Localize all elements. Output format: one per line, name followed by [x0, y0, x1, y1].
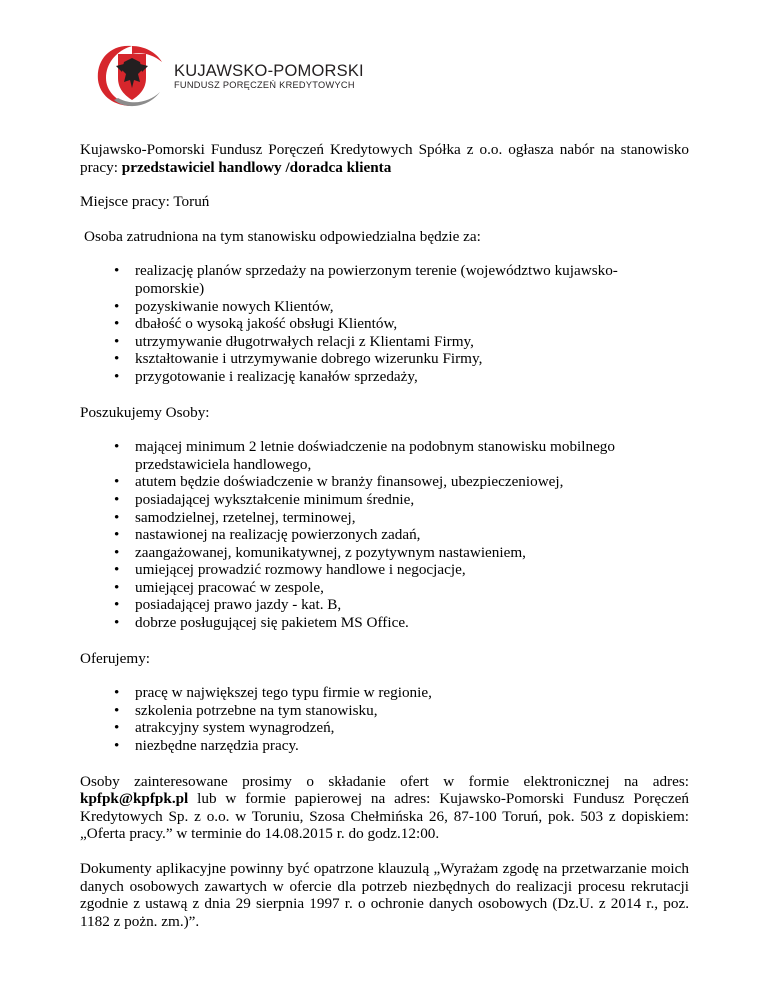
list-item	[80, 368, 689, 386]
list-item-text: samodzielnej, rzetelnej, terminowej,	[135, 508, 356, 526]
bullet-icon: •	[114, 490, 120, 508]
bullet-icon: •	[114, 737, 120, 755]
list-item	[80, 561, 689, 579]
list-item	[80, 298, 689, 316]
bullet-icon: •	[114, 508, 120, 526]
list-item	[80, 702, 689, 720]
announcement-body	[80, 141, 689, 930]
list-item	[80, 438, 689, 473]
list-item	[80, 491, 689, 509]
bullet-icon: •	[114, 367, 120, 385]
offer-list	[80, 684, 689, 754]
responsibilities-heading: Osoba zatrudniona na tym stanowisku odpowiedzialna będzie za:	[84, 227, 481, 245]
list-item	[80, 544, 689, 562]
list-item	[80, 509, 689, 527]
list-item	[80, 614, 689, 632]
list-item	[80, 333, 689, 351]
application-email: kpfpk@kpfpk.pl	[80, 790, 189, 808]
list-item-text: posiadającej prawo jazdy - kat. B,	[135, 596, 342, 614]
logo-title: KUJAWSKO-POMORSKI	[174, 62, 364, 80]
list-item	[80, 719, 689, 737]
list-item	[80, 596, 689, 614]
list-item-text: kształtowanie i utrzymywanie dobrego wizerunku Firmy,	[135, 350, 483, 368]
list-item	[80, 350, 689, 368]
bullet-icon: •	[114, 578, 120, 596]
logo-subtitle: FUNDUSZ PORĘCZEŃ KREDYTOWYCH	[174, 80, 355, 90]
company-logo	[92, 40, 372, 110]
eagle-emblem-icon	[92, 40, 172, 110]
list-item-text: szkolenia potrzebne na tym stanowisku,	[135, 701, 378, 719]
list-item-text: pozyskiwanie nowych Klientów,	[135, 297, 334, 315]
intro-paragraph	[80, 141, 689, 176]
application-paragraph	[80, 773, 689, 843]
list-item-text: umiejącej pracować w zespole,	[135, 578, 324, 596]
bullet-icon: •	[114, 262, 120, 280]
bullet-icon: •	[114, 596, 120, 614]
requirements-heading: Poszukujemy Osoby:	[80, 403, 210, 421]
list-item-text: niezbędne narzędzia pracy.	[135, 737, 299, 755]
bullet-icon: •	[114, 684, 120, 702]
bullet-icon: •	[114, 561, 120, 579]
list-item-text: nastawionej na realizację powierzonych zadań,	[135, 526, 421, 544]
list-item-text: posiadającej wykształcenie minimum średnie,	[135, 490, 415, 508]
bullet-icon: •	[114, 350, 120, 368]
list-item	[80, 684, 689, 702]
list-item	[80, 526, 689, 544]
bullet-icon: •	[114, 473, 120, 491]
list-item-text: atrakcyjny system wynagrodzeń,	[135, 719, 335, 737]
list-item-text: pracę w największej tego typu firmie w regionie,	[135, 684, 432, 702]
list-item-text: utrzymywanie długotrwałych relacji z Klientami Firmy,	[135, 332, 474, 350]
list-item-text: zaangażowanej, komunikatywnej, z pozytywnym nastawieniem,	[135, 543, 526, 561]
bullet-icon: •	[114, 543, 120, 561]
list-item	[80, 262, 689, 297]
application-text-after: lub w formie papierowej na adres: Kujawsko-Pomorski Fundusz Poręczeń Kredytowych Sp. z o.o. w Toruniu, Szosa Chełmińska 26, 87-100 Toruń, pok. 503 z dopiskiem: „Oferta pracy.” w terminie do 14.08.2015 r. do godz.12:00.	[80, 790, 689, 843]
list-item-text: dobrze posługującej się pakietem MS Office.	[135, 614, 409, 632]
offer-heading: Oferujemy:	[80, 649, 151, 667]
list-item	[80, 315, 689, 333]
bullet-icon: •	[114, 297, 120, 315]
bullet-icon: •	[114, 614, 120, 632]
bullet-icon: •	[114, 701, 120, 719]
list-item	[80, 473, 689, 491]
bullet-icon: •	[114, 526, 120, 544]
list-item-text: dbałość o wysoką jakość obsługi Klientów,	[135, 315, 398, 333]
list-item-text: mającej minimum 2 letnie doświadczenie na podobnym stanowisku mobilnego przedstawiciela handlowego,	[135, 438, 615, 473]
list-item-text: przygotowanie i realizację kanałów sprzedaży,	[135, 367, 418, 385]
job-position: przedstawiciel handlowy /doradca klienta	[121, 158, 392, 176]
consent-paragraph: Dokumenty aplikacyjne powinny być opatrzone klauzulą „Wyrażam zgodę na przetwarzanie moich danych osobowych zawartych w ofercie dla potrzeb niezbędnych do realizacji procesu rekrutacji zgodnie z ustawą z dnia 29 sierpnia 1997 r. o ochronie danych osobowych (Dz.U. z 2014 r., poz. 1182 z pożn. zm.)”.	[80, 860, 689, 930]
bullet-icon: •	[114, 315, 120, 333]
list-item-text: realizację planów sprzedaży na powierzonym terenie (województwo kujawsko-pomorskie)	[135, 262, 618, 297]
application-text-before: Osoby zainteresowane prosimy o składanie ofert w formie elektronicznej na adres:	[80, 772, 689, 790]
list-item	[80, 737, 689, 755]
list-item-text: atutem będzie doświadczenie w branży finansowej, ubezpieczeniowej,	[135, 473, 564, 491]
intro-text: Kujawsko-Pomorski Fundusz Poręczeń Kredytowych Spółka z o.o. ogłasza nabór na stanowisko pracy:	[80, 141, 689, 176]
logo-wordmark	[174, 62, 364, 91]
requirements-list	[80, 438, 689, 632]
list-item	[80, 579, 689, 597]
bullet-icon: •	[114, 438, 120, 456]
bullet-icon: •	[114, 719, 120, 737]
list-item-text: umiejącej prowadzić rozmowy handlowe i negocjacje,	[135, 561, 466, 579]
work-location: Miejsce pracy: Toruń	[80, 193, 210, 211]
responsibilities-list	[80, 262, 689, 385]
bullet-icon: •	[114, 332, 120, 350]
